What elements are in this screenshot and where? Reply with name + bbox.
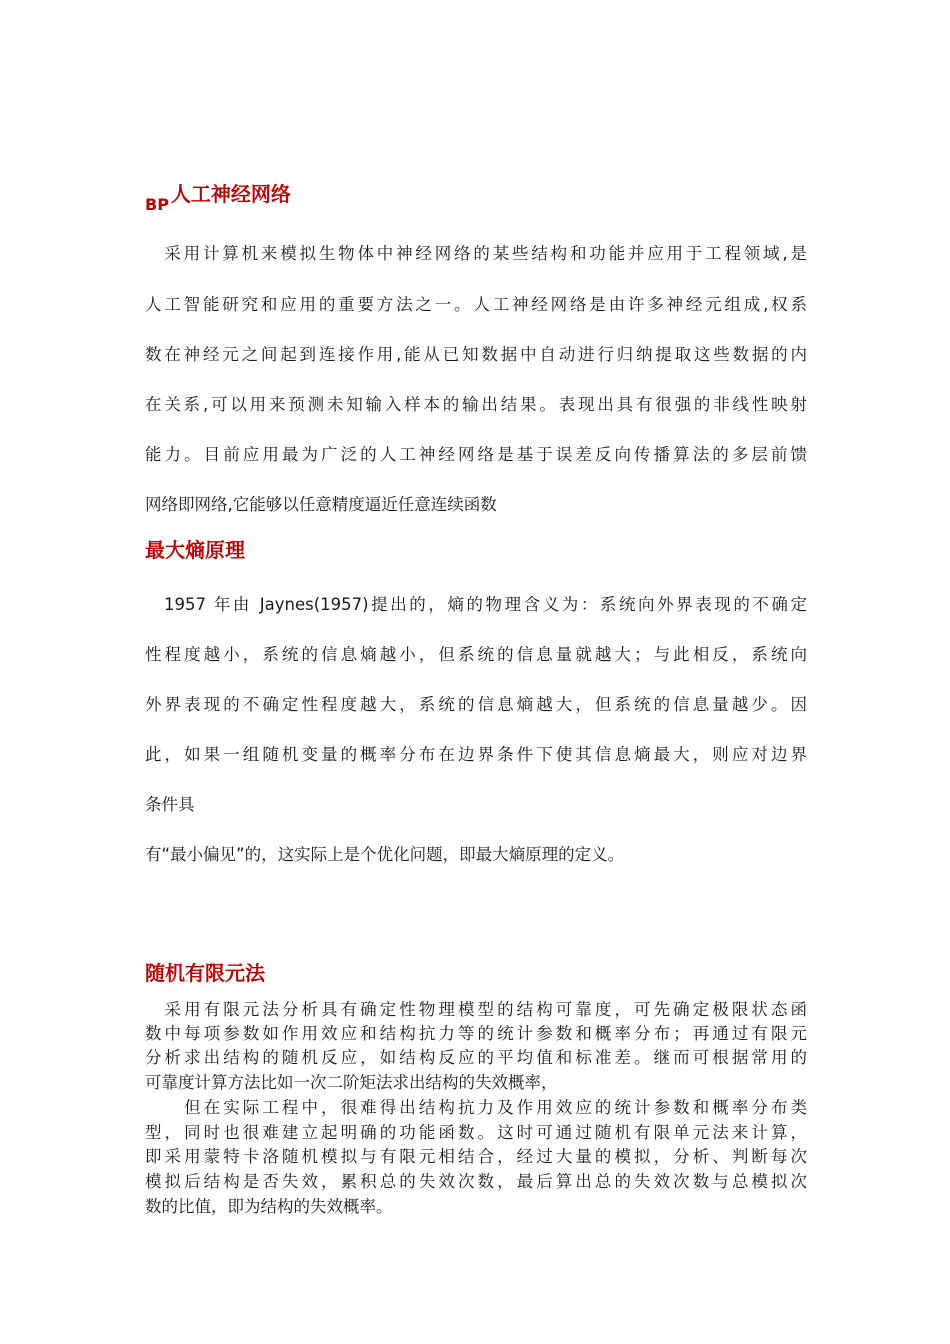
section-heading-max-entropy — [145, 537, 245, 563]
paragraph-line: 网络即网络,它能够以任意精度逼近任意连续函数 — [145, 495, 497, 514]
paragraph-line: 采用有限元法分析具有确定性物理模型的结构可靠度，可先确定极限状态函 — [145, 1000, 807, 1019]
heading-text: 最大熵原理 — [145, 538, 245, 562]
paragraph-line: 1957 年由 Jaynes(1957)提出的，熵的物理含义为：系统向外界表现的不确定 — [145, 595, 807, 614]
paragraph-line: 人工智能研究和应用的重要方法之一。人工神经网络是由许多神经元组成,权系 — [145, 295, 807, 314]
paragraph-line: 有“最小偏见”的，这实际上是个优化问题，即最大熵原理的定义。 — [145, 845, 625, 864]
paragraph-line: 但在实际工程中，很难得出结构抗力及作用效应的统计参数和概率分布类 — [145, 1098, 807, 1117]
paragraph-line: 可靠度计算方法比如一次二阶矩法求出结构的失效概率， — [145, 1073, 558, 1092]
paragraph-line: 条件具 — [145, 795, 195, 814]
heading-prefix: BP — [145, 195, 169, 214]
paragraph-line: 即采用蒙特卡洛随机模拟与有限元相结合，经过大量的模拟，分析、判断每次 — [145, 1147, 807, 1166]
paragraph-line: 在关系,可以用来预测未知输入样本的输出结果。表现出具有很强的非线性映射 — [145, 395, 807, 414]
paragraph-line: 数中每项参数如作用效应和结构抗力等的统计参数和概率分布；再通过有限元 — [145, 1024, 807, 1043]
paragraph-line: 采用计算机来模拟生物体中神经网络的某些结构和功能并应用于工程领域,是 — [145, 244, 807, 263]
heading-text: 人工神经网络 — [170, 182, 291, 206]
section-heading-bp-neural-network — [145, 181, 291, 214]
paragraph-line: 分析求出结构的随机反应，如结构反应的平均值和标准差。继而可根据常用的 — [145, 1048, 807, 1067]
paragraph-line: 数在神经元之间起到连接作用,能从已知数据中自动进行归纳提取这些数据的内 — [145, 345, 807, 364]
paragraph-line: 模拟后结构是否失效，累积总的失效次数，最后算出总的失效次数与总模拟次 — [145, 1172, 807, 1191]
paragraph-line: 外界表现的不确定性程度越大，系统的信息熵越大，但系统的信息量越少。因 — [145, 695, 807, 714]
paragraph-line: 性程度越小，系统的信息熵越小，但系统的信息量就越大；与此相反，系统向 — [145, 645, 807, 664]
paragraph-line: 型，同时也很难建立起明确的功能函数。这时可通过随机有限单元法来计算， — [145, 1123, 807, 1142]
paragraph-line: 此，如果一组随机变量的概率分布在边界条件下使其信息熵最大，则应对边界 — [145, 745, 807, 764]
heading-text: 随机有限元法 — [145, 961, 265, 985]
paragraph-line: 数的比值，即为结构的失效概率。 — [145, 1197, 393, 1216]
paragraph-line: 能力。目前应用最为广泛的人工神经网络是基于误差反向传播算法的多层前馈 — [145, 445, 807, 464]
section-heading-stochastic-fem — [145, 960, 265, 986]
